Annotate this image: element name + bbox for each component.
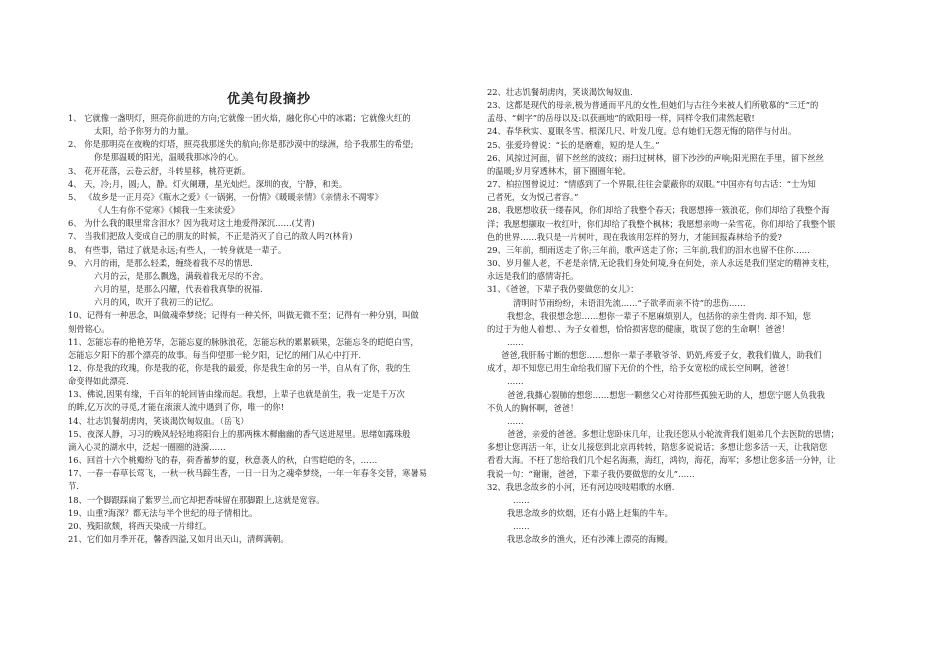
left-text-line: 8、 有些事，错过了就是永远;有些人，一转身就是一辈子。 [68,244,287,255]
left-text-line: 6、 为什么我的眼里常含泪水？因为我对这土地爱得深沉……(艾青) [68,218,315,229]
left-text-line: 20、残阳欲颓，将西天染成一片绯红。 [68,520,212,531]
right-text-line: 30、岁月催人老，不老是亲情,无论我们身处何境,身在何处，亲人永远是我们坚定的精神支柱， [487,258,835,269]
left-text-line: 5、 《故乡是一正月亮》《瓶水之爱》《一锅粥，一份情》《暖暖亲情》《亲情永不凋零》 [68,191,383,202]
document-title: 优美句段摘抄 [226,92,311,107]
left-text-line: 《人生有你不觉寒》《倾我一生来读爱》 [94,205,240,216]
left-text-line: 的眸,亿万次的寻觅,才能在滚滚人流中遇到了你，唯一的你! [68,402,285,413]
right-text-line: …… [507,415,524,426]
left-text-line: 六月的风，吹开了我初三的记忆。 [94,297,219,308]
right-text-line: 28、我愿想收获一缕春风，你们却给了我整个春天；我愿想捧一簇浪花，你们却给了我整个海 [487,205,830,216]
right-text-line: 25、张爱玲曾说：“长的是磨难，短的是人生。” [487,139,660,150]
right-text-line: …… [507,376,524,387]
right-text-line: 的过于为他人着想、、为子女着想，恰恰损害您的健康，耽误了您的生命啊！爸爸！ [487,323,790,334]
left-text-line: 太阳，给予你努力的力量。 [94,126,194,137]
left-text-line: 15、夜深人静，习习的晚风轻轻地将阳台上的那两株木樨幽幽的香气送进屋里。思绪如露珠般 [68,428,411,439]
right-text-line: …… [513,521,530,532]
right-text-line: 我思念故乡的炊烟，还有小路上赶集的牛车。 [507,508,673,518]
left-text-line: 19、山重?海深？都无法与半个世纪的母子情相比。 [68,507,258,518]
left-text-line: 17、一春一春草长莺飞，一秋一秋马蹄生香，一日一日为之魂牵梦绕，一年一年春冬交替，寒暑易 [68,468,428,479]
left-text-line: 滴入心灵的湖水中，泛起一圈圈的涟漪…… [68,441,226,452]
left-text-line: 11、怎能忘春的艳艳芳华，怎能忘夏的脉脉浪花，怎能忘秋的累累硕果，怎能忘冬的皑皑白雪， [68,336,419,347]
right-text-line: 的温暖;岁月穿透林木，留下圈圈年轮。 [487,165,631,176]
left-text-line: 你是那温暖的阳光，温暖我那冰冷的心。 [94,152,244,163]
left-text-line: 刻骨铭心。 [68,323,110,334]
right-column [487,86,892,546]
right-text-line: 26、风掠过河面，留下丝丝的波纹；雨扫过树林，留下沙沙的声响;阳光照在手里，留下丝丝 [487,152,824,163]
left-text-line: 21、它们如月季开花，馨香四溢,又如月出天山，清辉满朝。 [68,534,289,544]
left-text-line: 12、你是我的玫瑰，你是我的花，你是我的最爱，你是我生命的另一半，自从有了你，我的生 [68,362,411,373]
left-text-line: 7、 当我们把敌人变成自己的朋友的时候，不正是消灭了自己的敌人吗?(林肯) [68,231,353,242]
left-text-line: 16、回首十六个桃瓣纷飞的春，荷香蓄梦的夏，秋意袭人的秋，白雪皑皑的冬，…… [68,455,378,466]
right-text-line: 洋；我愿想撷取一枚红叶，你们却给了我整个枫林；我愿想亲吻一朵雪花，你们却给了我整个银 [487,218,836,229]
left-text-line: 怎能忘夕阳下的那个漂亮的故事。每当仰望那一轮夕阳，记忆的闸门从心中打开. [68,349,362,360]
right-text-line: 23、这都是现代的母亲,极为普通而平凡的女性,但她们与古往今来被人们所敬慕的“三迁”的 [487,100,819,111]
right-text-line: 我说一句：“谢谢，爸爸，下辈子我仍要做您的女儿”…… [487,468,695,479]
right-text-line: 爸爸,我撕心裂肺的想您……想您一颗慈父心对待那些孤独无助的人，想您宁愿人负我我 [507,389,825,400]
right-text-line: 多想让您再活一年，让女儿接您到北京再转转，陪您多说说话；多想让您多活一天，让我陪您 [487,442,828,453]
left-text-line: 六月的云，是那么飘逸，满载着我无尽的不舍。 [94,270,269,281]
right-text-line: 24、春华秋实、夏眠冬雪、根深几尺、叶发几度。总有她们无怨无悔的陪伴与付出。 [487,126,797,137]
right-text-line: 爸爸,我肝肠寸断的想您……想你一辈子孝敬爷爷、奶奶,疼爱子女，教我们做人，助我们 [501,350,822,361]
left-text-line: 14、壮志饥餐胡虏肉，笑谈渴饮匈奴血。（岳飞） [68,415,249,426]
left-text-line: 命变得如此漂亮. [68,376,129,387]
right-text-line: 29、三年前，细雨送走了你;三年前，歌声送走了你；三年前,我们的泪水也留不住你…… [487,244,810,255]
right-text-line: 永远是我们的感情寄托。 [487,271,579,282]
right-text-line: 不负人的胸怀啊，爸爸！ [487,402,579,413]
left-text-line: 节. [68,481,79,492]
left-text-line: 18、一个脚跟踩扁了紫罗兰,而它却把香味留在那脚跟上,这就是宽容。 [68,494,325,505]
left-text-line: 3、 花开花落，云卷云舒，斗转星移，桃符更新。 [68,165,251,176]
right-text-line: 孟母、“刺字”的岳母以及:以获画地“的欧阳母一样，同样令我们肃然起敬! [487,113,755,124]
right-text-line: 22、壮志饥餐胡虏肉，笑谈渴饮匈奴血. [487,87,633,97]
left-text-line: 1、 它就像一盏明灯，照亮你前进的方向;它就像一团火焰，融化你心中的冰霜；它就像火红的 [68,113,411,123]
right-text-line: …… [507,336,524,347]
right-text-line: 己者死，女为悦己者容。” [487,192,579,203]
right-text-line: 清明时节雨纷纷，未语泪先流……“子欲孝而亲不待”的悲伤…… [513,297,746,308]
right-text-line: 31、《爸爸，下辈子我仍要做您的女儿》： [487,284,639,295]
left-text-line: 13、佛说,因果有缘，千百年的轮回皆由缘而起。我想，上辈子也就是前生，我一定是千万次 [68,389,405,400]
right-text-line: 我想念，我很想念您……想你一辈子不愿麻烦别人，包括你的亲生骨肉. 却不知，您 [507,310,811,321]
right-text-line: 27、柏拉图曾说过：“情感到了一个界限,往往会蒙蔽你的双眼。”中国亦有句古话：“士为知 [487,179,816,190]
left-text-line: 六月的星，是那么闪耀，代表着我真挚的祝福. [94,284,263,295]
right-text-line: …… [513,494,530,505]
left-text-line: 10、记得有一种思念，叫做魂牵梦绕；记得有一种关怀，叫做无微不至；记得有一种分别，叫做 [68,310,419,321]
left-text-line: 4、 天，冷;月，圆;人，静。灯火阑珊，星光灿烂。深圳的夜，宁静，和美。 [68,178,348,189]
right-text-line: 爸爸，亲爱的爸爸。多想让您卧床几年，让我还您从小轮流背我们姐弟几个去医院的思情； [507,429,839,440]
right-text-line: 我思念故乡的渔火，还有沙滩上漂亮的海鳗。 [507,534,673,545]
right-text-line: 成才，却不知您已用生命给我们留下无价的个性，给予女宽松的成长空间啊，爸爸！ [487,363,794,374]
right-text-line: 色的世界……我只是一片树叶，现在我该用怎样的努力，才能回报森林给予的爱? [487,231,782,242]
left-column [68,112,470,546]
right-text-line: 32、我思念故乡的小河，还有河边吱吱唱歌的水磨. [487,481,675,492]
right-text-line: 看看大海。不枉了您给我们几个起名海燕，海红，鸿钧，海花，海军；多想让您多活一分钟，让 [487,455,836,466]
left-text-line: 9、 六月的雨，是那么轻柔，缠绕着我不尽的情思. [68,257,253,268]
left-text-line: 2、 你是那明亮在夜晚的灯塔，照亮我那迷失的航向;你是那沙漠中的绿洲，给予我那生的希望; [68,139,414,150]
